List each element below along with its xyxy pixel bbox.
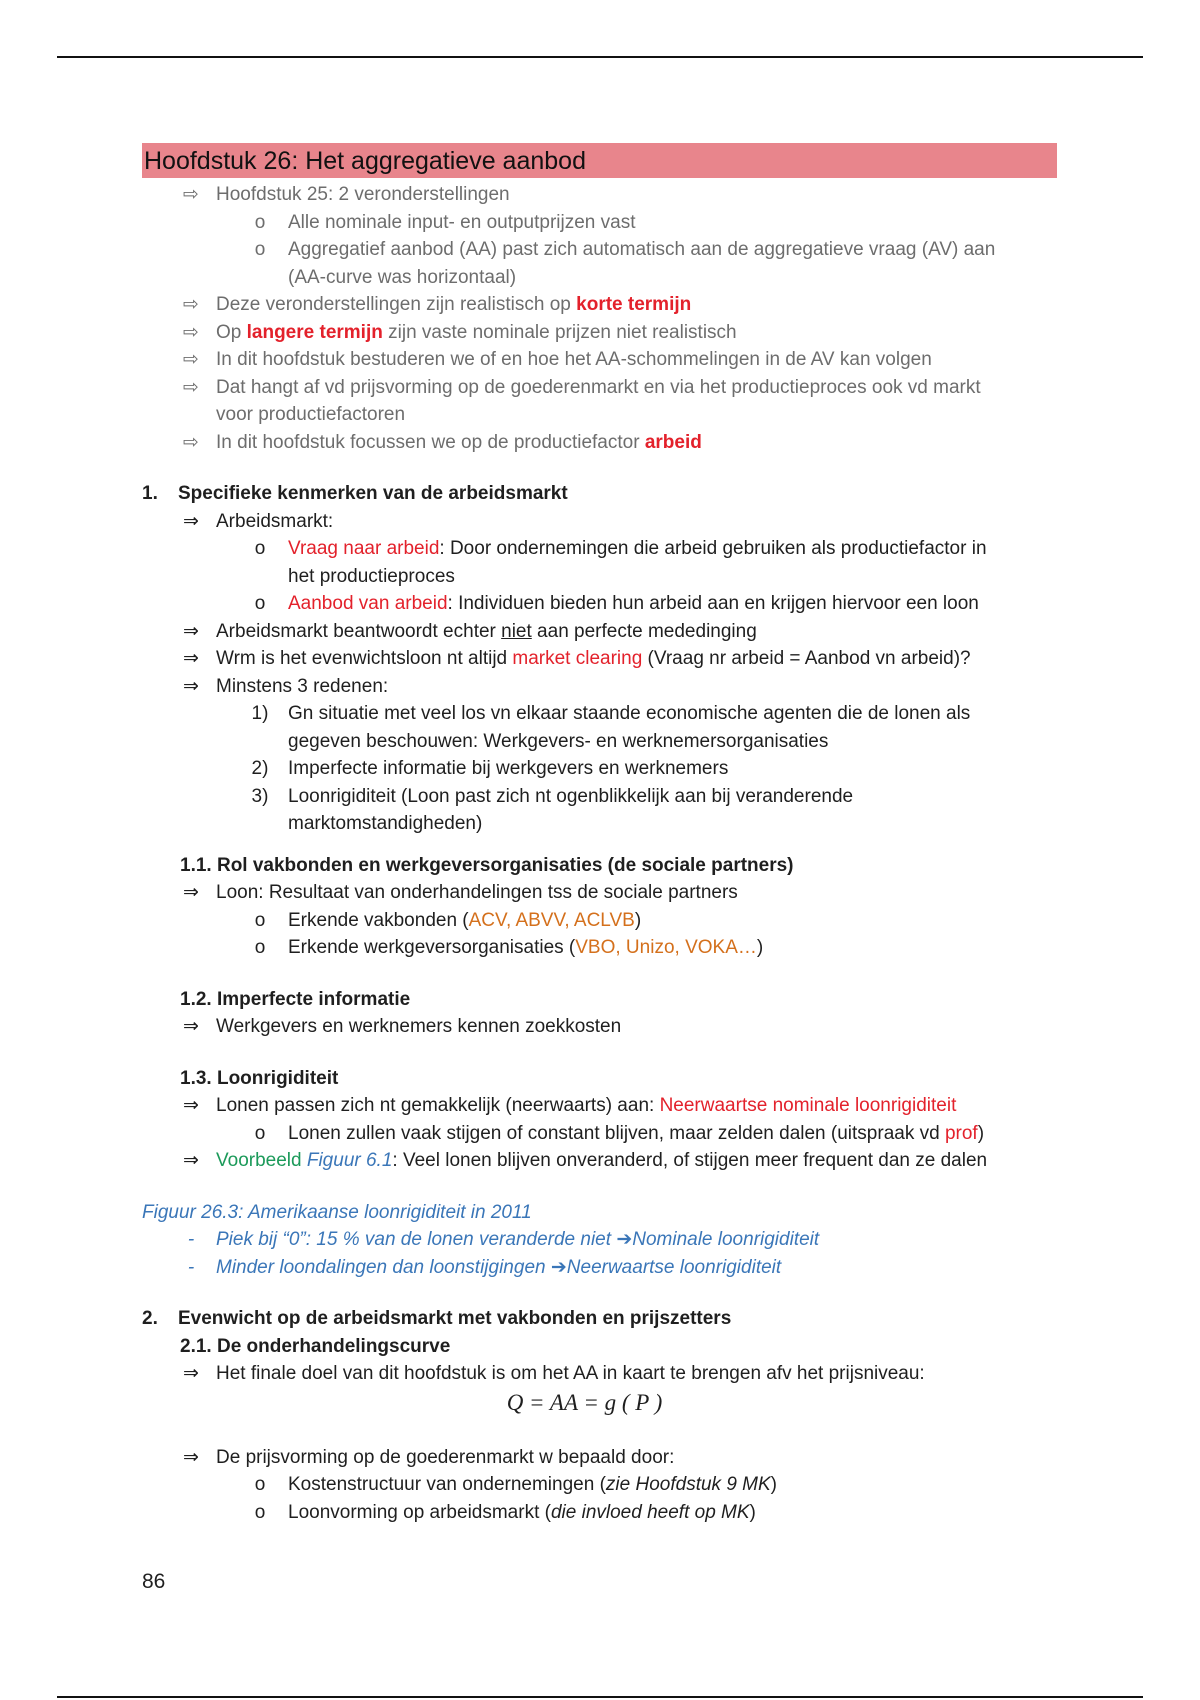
section-1-1-heading: 1.1. Rol vakbonden en werkgeversorganisaties (de sociale partners) xyxy=(180,854,794,876)
s1-bullet-1: ⇒ Arbeidsmarkt: xyxy=(142,508,1057,536)
s13-bullet-2: ⇒ Voorbeeld Figuur 6.1: Veel lonen blijven onveranderd, of stijgen meer frequent dan ze dalen xyxy=(142,1147,1057,1175)
intro-sub-1: o Alle nominale input- en outputprijzen vast xyxy=(142,209,1057,237)
dash-bullet-icon: - xyxy=(187,1229,195,1250)
intro-bullet-4: ⇨ In dit hoofdstuk bestuderen we of en hoe het AA-schommelingen in de AV kan volgen xyxy=(142,346,1057,374)
reason-3: 3) Loonrigiditeit (Loon past zich nt ogenblikkelijk aan bij veranderende xyxy=(251,785,854,807)
bold-arrow-icon: ➔ xyxy=(616,1229,633,1250)
intro-bullet-2: ⇨ Deze veronderstellingen zijn realistisch op korte termijn xyxy=(142,291,1057,319)
intro-bullet-5: ⇨ Dat hangt af vd prijsvorming op de goederenmarkt en via het productieproces ook vd markt xyxy=(142,374,1057,402)
double-arrow-icon: ⇒ xyxy=(183,675,199,697)
figure-detail-1: - Piek bij “0”: 15 % van de lonen veranderde niet ➔Nominale loonrigiditeit xyxy=(142,1226,1057,1254)
circle-bullet-icon: o xyxy=(254,1474,266,1495)
open-arrow-icon: ⇨ xyxy=(183,431,199,453)
section-2-1-heading: 2.1. De onderhandelingscurve xyxy=(180,1335,451,1357)
s12-bullet-1: ⇒ Werkgevers en werknemers kennen zoekkosten xyxy=(142,1013,1057,1041)
intro-bullet-6: ⇨ In dit hoofdstuk focussen we op de productiefactor arbeid xyxy=(142,429,1057,457)
reason-1-cont: gegeven beschouwen: Werkgevers- en werknemersorganisaties xyxy=(288,730,829,752)
double-arrow-icon: ⇒ xyxy=(183,620,199,642)
s2-bullet-1: ⇒ Het finale doel van dit hoofdstuk is om het AA in kaart te brengen afv het prijsniveau: xyxy=(142,1360,1057,1388)
double-arrow-icon: ⇒ xyxy=(183,1363,199,1384)
circle-bullet-icon: o xyxy=(254,909,266,931)
section-1-2-heading: 1.2. Imperfecte informatie xyxy=(180,988,411,1010)
circle-bullet-icon: o xyxy=(254,239,266,260)
s2-bullet-2: ⇒ De prijsvorming op de goederenmarkt w bepaald door: xyxy=(142,1444,1057,1472)
circle-bullet-icon: o xyxy=(254,937,266,958)
s1-sub-2: o Aanbod van arbeid: Individuen bieden hun arbeid aan en krijgen hiervoor een loon xyxy=(142,590,1057,618)
s13-sub-1: o Lonen zullen vaak stijgen of constant blijven, maar zelden dalen (uitspraak vd prof) xyxy=(142,1120,1057,1148)
page-number: 86 xyxy=(142,1570,166,1593)
open-arrow-icon: ⇨ xyxy=(183,184,199,205)
s13-bullet-1: ⇒ Lonen passen zich nt gemakkelijk (neerwaarts) aan: Neerwaartse nominale loonrigiditeit xyxy=(142,1092,1057,1120)
intro-bullet-3: ⇨ Op langere termijn zijn vaste nominale prijzen niet realistisch xyxy=(142,319,1057,347)
double-arrow-icon: ⇒ xyxy=(183,882,199,903)
circle-bullet-icon: o xyxy=(254,1122,266,1144)
circle-bullet-icon: o xyxy=(254,593,266,614)
reason-1: 1) Gn situatie met veel los vn elkaar staande economische agenten die de lonen als xyxy=(251,703,971,724)
open-arrow-icon: ⇨ xyxy=(183,294,199,315)
document-page xyxy=(142,143,1057,1526)
s11-sub-1: o Erkende vakbonden (ACV, ABVV, ACLVB) xyxy=(142,907,1057,935)
open-arrow-icon: ⇨ xyxy=(183,376,199,398)
formula: Q = AA = g ( P ) xyxy=(506,1389,663,1415)
s1-bullet-2: ⇒ Arbeidsmarkt beantwoordt echter niet aan perfecte mededinging xyxy=(142,618,1057,646)
intro-sub-2: o Aggregatief aanbod (AA) past zich automatisch aan de aggregatieve vraag (AV) aan xyxy=(142,236,1057,264)
reason-2: 2) Imperfecte informatie bij werkgevers en werknemers xyxy=(251,758,729,779)
section-1-3-heading: 1.3. Loonrigiditeit xyxy=(180,1067,339,1089)
circle-bullet-icon: o xyxy=(254,1501,266,1523)
s2-sub-1: o Kostenstructuur van ondernemingen (zie Hoofdstuk 9 MK) xyxy=(142,1471,1057,1499)
double-arrow-icon: ⇒ xyxy=(183,510,199,532)
open-arrow-icon: ⇨ xyxy=(183,321,199,343)
s1-bullet-4: ⇒ Minstens 3 redenen: xyxy=(142,673,1057,701)
s2-sub-2: o Loonvorming op arbeidsmarkt (die invloed heeft op MK) xyxy=(142,1499,1057,1527)
intro-bullet-5-cont: voor productiefactoren xyxy=(216,404,406,425)
circle-bullet-icon: o xyxy=(254,538,266,559)
circle-bullet-icon: o xyxy=(254,211,266,233)
s11-sub-2: o Erkende werkgeversorganisaties (VBO, Unizo, VOKA…) xyxy=(142,934,1057,962)
intro-bullet-1: ⇨ Hoofdstuk 25: 2 veronderstellingen xyxy=(142,181,1057,209)
footer-rule xyxy=(57,1696,1143,1698)
s1-sub-1: o Vraag naar arbeid: Door ondernemingen die arbeid gebruiken als productiefactor in xyxy=(142,535,1057,563)
double-arrow-icon: ⇒ xyxy=(183,1150,199,1171)
chapter-title: Hoofdstuk 26: Het aggregatieve aanbod xyxy=(142,143,1057,178)
s1-sub-1-cont: het productieproces xyxy=(288,565,455,587)
s11-bullet-1: ⇒ Loon: Resultaat van onderhandelingen tss de sociale partners xyxy=(142,879,1057,907)
section-2-heading: 2. Evenwicht op de arbeidsmarkt met vakbonden en prijszetters xyxy=(142,1308,732,1329)
reason-3-cont: marktomstandigheden) xyxy=(288,813,483,834)
double-arrow-icon: ⇒ xyxy=(183,1095,199,1116)
double-arrow-icon: ⇒ xyxy=(183,648,199,669)
open-arrow-icon: ⇨ xyxy=(183,349,199,370)
bold-arrow-icon: ➔ xyxy=(550,1256,567,1278)
s1-bullet-3: ⇒ Wrm is het evenwichtsloon nt altijd market clearing (Vraag nr arbeid = Aanbod vn arbeid)? xyxy=(142,645,1057,673)
header-rule xyxy=(57,56,1143,58)
dash-bullet-icon: - xyxy=(187,1256,195,1278)
figure-caption: Figuur 26.3: Amerikaanse loonrigiditeit in 2011 xyxy=(142,1201,532,1223)
section-1-heading: 1. Specifieke kenmerken van de arbeidsmarkt xyxy=(142,483,568,504)
double-arrow-icon: ⇒ xyxy=(183,1446,199,1468)
intro-sub-2-cont: (AA-curve was horizontaal) xyxy=(288,266,517,288)
double-arrow-icon: ⇒ xyxy=(183,1016,199,1037)
figure-detail-2: - Minder loondalingen dan loonstijgingen ➔Neerwaartse loonrigiditeit xyxy=(142,1254,1057,1282)
